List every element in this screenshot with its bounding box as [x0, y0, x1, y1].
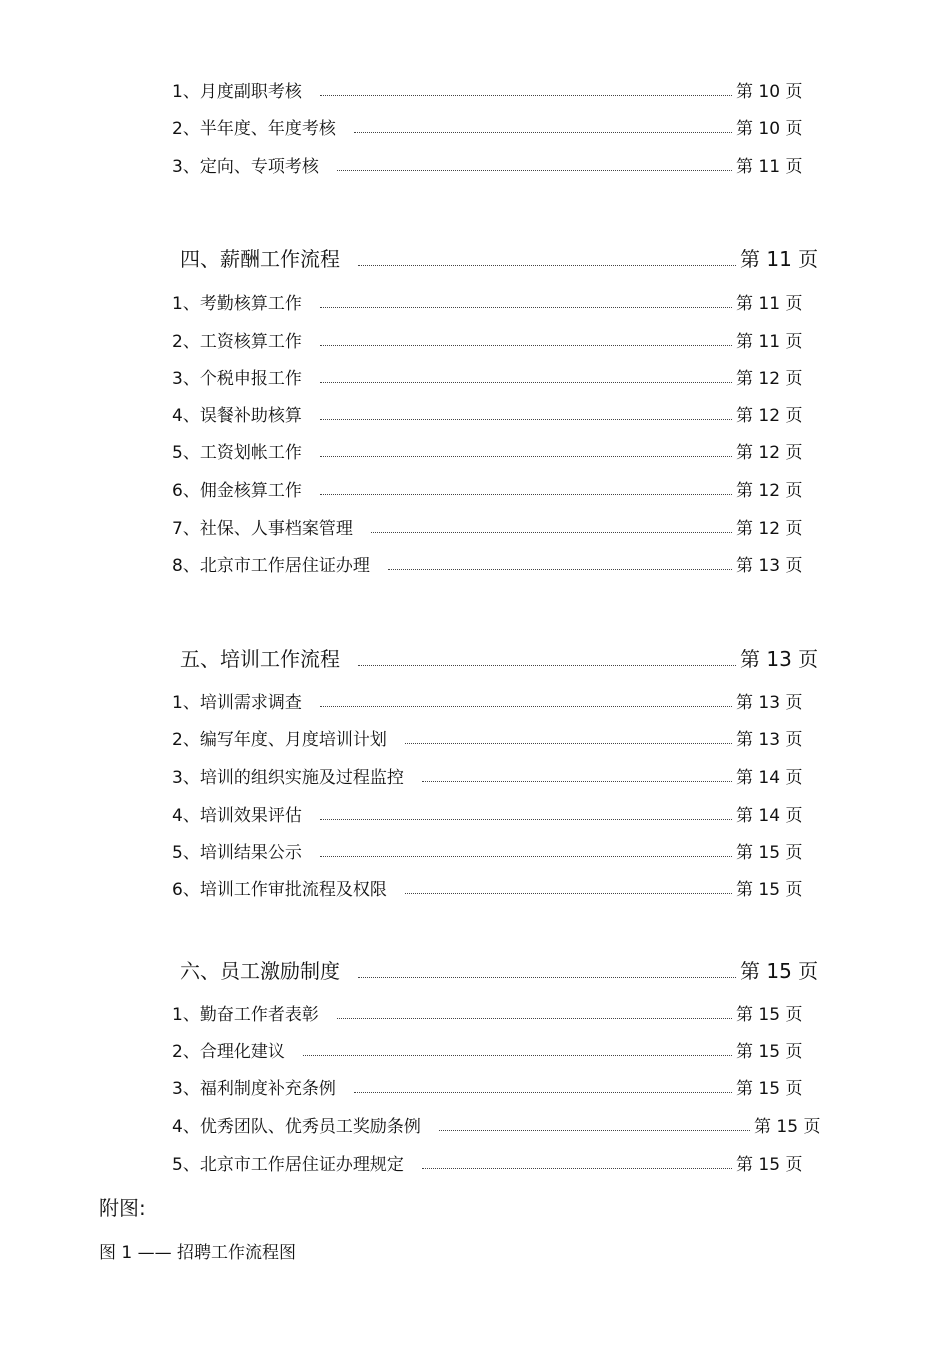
toc-section: [180, 643, 830, 671]
toc-entry-label: 3、个税申报工作: [172, 369, 302, 389]
toc-entry-page: 第 15 页: [736, 1042, 803, 1062]
toc-entry-page: 第 15 页: [736, 1155, 803, 1175]
toc-entry: [172, 763, 814, 787]
dot-leader: [320, 95, 732, 96]
dot-leader: [388, 569, 732, 570]
toc-entry-label: 2、工资核算工作: [172, 332, 302, 352]
toc-entry: [172, 476, 814, 500]
dot-leader: [371, 532, 732, 533]
toc-entry-page: 第 12 页: [736, 406, 803, 426]
toc-entry: [172, 551, 814, 575]
dot-leader: [439, 1130, 750, 1131]
toc-entry-page: 第 12 页: [736, 481, 803, 501]
toc-entry-page: 第 15 页: [754, 1117, 821, 1137]
toc-section-title: 五、培训工作流程: [180, 647, 340, 671]
toc-entry-page: 第 14 页: [736, 806, 803, 826]
toc-entry-label: 5、培训结果公示: [172, 843, 302, 863]
toc-entry-label: 2、半年度、年度考核: [172, 119, 336, 139]
toc-entry-page: 第 14 页: [736, 768, 803, 788]
toc-entry-page: 第 11 页: [736, 332, 803, 352]
toc-entry-label: 2、合理化建议: [172, 1042, 285, 1062]
dot-leader: [422, 781, 732, 782]
dot-leader: [337, 1018, 732, 1019]
toc-entry-label: 6、培训工作审批流程及权限: [172, 880, 387, 900]
dot-leader: [303, 1055, 732, 1056]
toc-entry-page: 第 10 页: [736, 82, 803, 102]
toc-entry-page: 第 12 页: [736, 369, 803, 389]
toc-entry: [172, 114, 814, 138]
toc-entry: [172, 688, 814, 712]
toc-entry-page: 第 15 页: [736, 843, 803, 863]
dot-leader: [405, 893, 732, 894]
toc-entry: [172, 875, 814, 899]
dot-leader: [358, 265, 736, 266]
toc-entry: [172, 725, 814, 749]
dot-leader: [320, 345, 732, 346]
toc-entry-label: 3、定向、专项考核: [172, 157, 319, 177]
toc-entry-page: 第 15 页: [736, 880, 803, 900]
dot-leader: [358, 665, 736, 666]
dot-leader: [320, 456, 732, 457]
toc-entry: [172, 838, 814, 862]
toc-entry: [172, 1037, 814, 1061]
dot-leader: [354, 132, 732, 133]
toc-entry-label: 4、优秀团队、优秀员工奖励条例: [172, 1117, 421, 1137]
toc-entry-page: 第 15 页: [736, 1079, 803, 1099]
toc-section: [180, 955, 830, 983]
toc-entry-label: 1、勤奋工作者表彰: [172, 1005, 319, 1025]
toc-entry-page: 第 13 页: [736, 730, 803, 750]
toc-entry-label: 3、福利制度补充条例: [172, 1079, 336, 1099]
toc-entry: [172, 77, 814, 101]
dot-leader: [422, 1168, 732, 1169]
toc-entry-label: 1、月度副职考核: [172, 82, 302, 102]
toc-entry-page: 第 12 页: [736, 443, 803, 463]
dot-leader: [320, 819, 732, 820]
toc-entry: [172, 1074, 814, 1098]
dot-leader: [320, 856, 732, 857]
toc-entry-label: 6、佣金核算工作: [172, 481, 302, 501]
toc-entry: [172, 514, 814, 538]
dot-leader: [320, 419, 732, 420]
toc-entry: [172, 152, 814, 176]
toc-section: [180, 243, 830, 271]
toc-section-page: 第 11 页: [740, 247, 819, 271]
toc-entry: [172, 327, 814, 351]
toc-entry-page: 第 10 页: [736, 119, 803, 139]
dot-leader: [320, 382, 732, 383]
dot-leader: [337, 170, 732, 171]
toc-entry-page: 第 15 页: [736, 1005, 803, 1025]
toc-entry-label: 8、北京市工作居住证办理: [172, 556, 370, 576]
dot-leader: [320, 494, 732, 495]
toc-entry-label: 4、培训效果评估: [172, 806, 302, 826]
toc-entry: [172, 801, 814, 825]
toc-section-title: 六、员工激励制度: [180, 959, 340, 983]
toc-entry: [172, 1150, 814, 1174]
toc-section-page: 第 15 页: [740, 959, 819, 983]
toc-section-title: 四、薪酬工作流程: [180, 247, 340, 271]
toc-entry-page: 第 11 页: [736, 157, 803, 177]
toc-entry-label: 5、工资划帐工作: [172, 443, 302, 463]
toc-entry: [172, 364, 814, 388]
toc-entry-page: 第 12 页: [736, 519, 803, 539]
toc-entry: [172, 289, 814, 313]
toc-entry: [172, 438, 814, 462]
toc-entry-page: 第 11 页: [736, 294, 803, 314]
dot-leader: [320, 706, 732, 707]
toc-entry: [172, 401, 814, 425]
dot-leader: [405, 743, 732, 744]
toc-entry-label: 4、误餐补助核算: [172, 406, 302, 426]
dot-leader: [354, 1092, 732, 1093]
toc-entry-page: 第 13 页: [736, 556, 803, 576]
toc-entry-label: 3、培训的组织实施及过程监控: [172, 768, 404, 788]
toc-section-page: 第 13 页: [740, 647, 819, 671]
appendix-heading: 附图:: [99, 1196, 146, 1220]
toc-entry-label: 1、考勤核算工作: [172, 294, 302, 314]
toc-entry-page: 第 13 页: [736, 693, 803, 713]
toc-entry-label: 5、北京市工作居住证办理规定: [172, 1155, 404, 1175]
toc-entry-label: 7、社保、人事档案管理: [172, 519, 353, 539]
dot-leader: [358, 977, 736, 978]
dot-leader: [320, 307, 732, 308]
toc-entry: [172, 1112, 832, 1136]
figure-caption: 图 1 —— 招聘工作流程图: [99, 1243, 297, 1263]
toc-entry-label: 1、培训需求调查: [172, 693, 302, 713]
toc-entry-label: 2、编写年度、月度培训计划: [172, 730, 387, 750]
toc-entry: [172, 1000, 814, 1024]
